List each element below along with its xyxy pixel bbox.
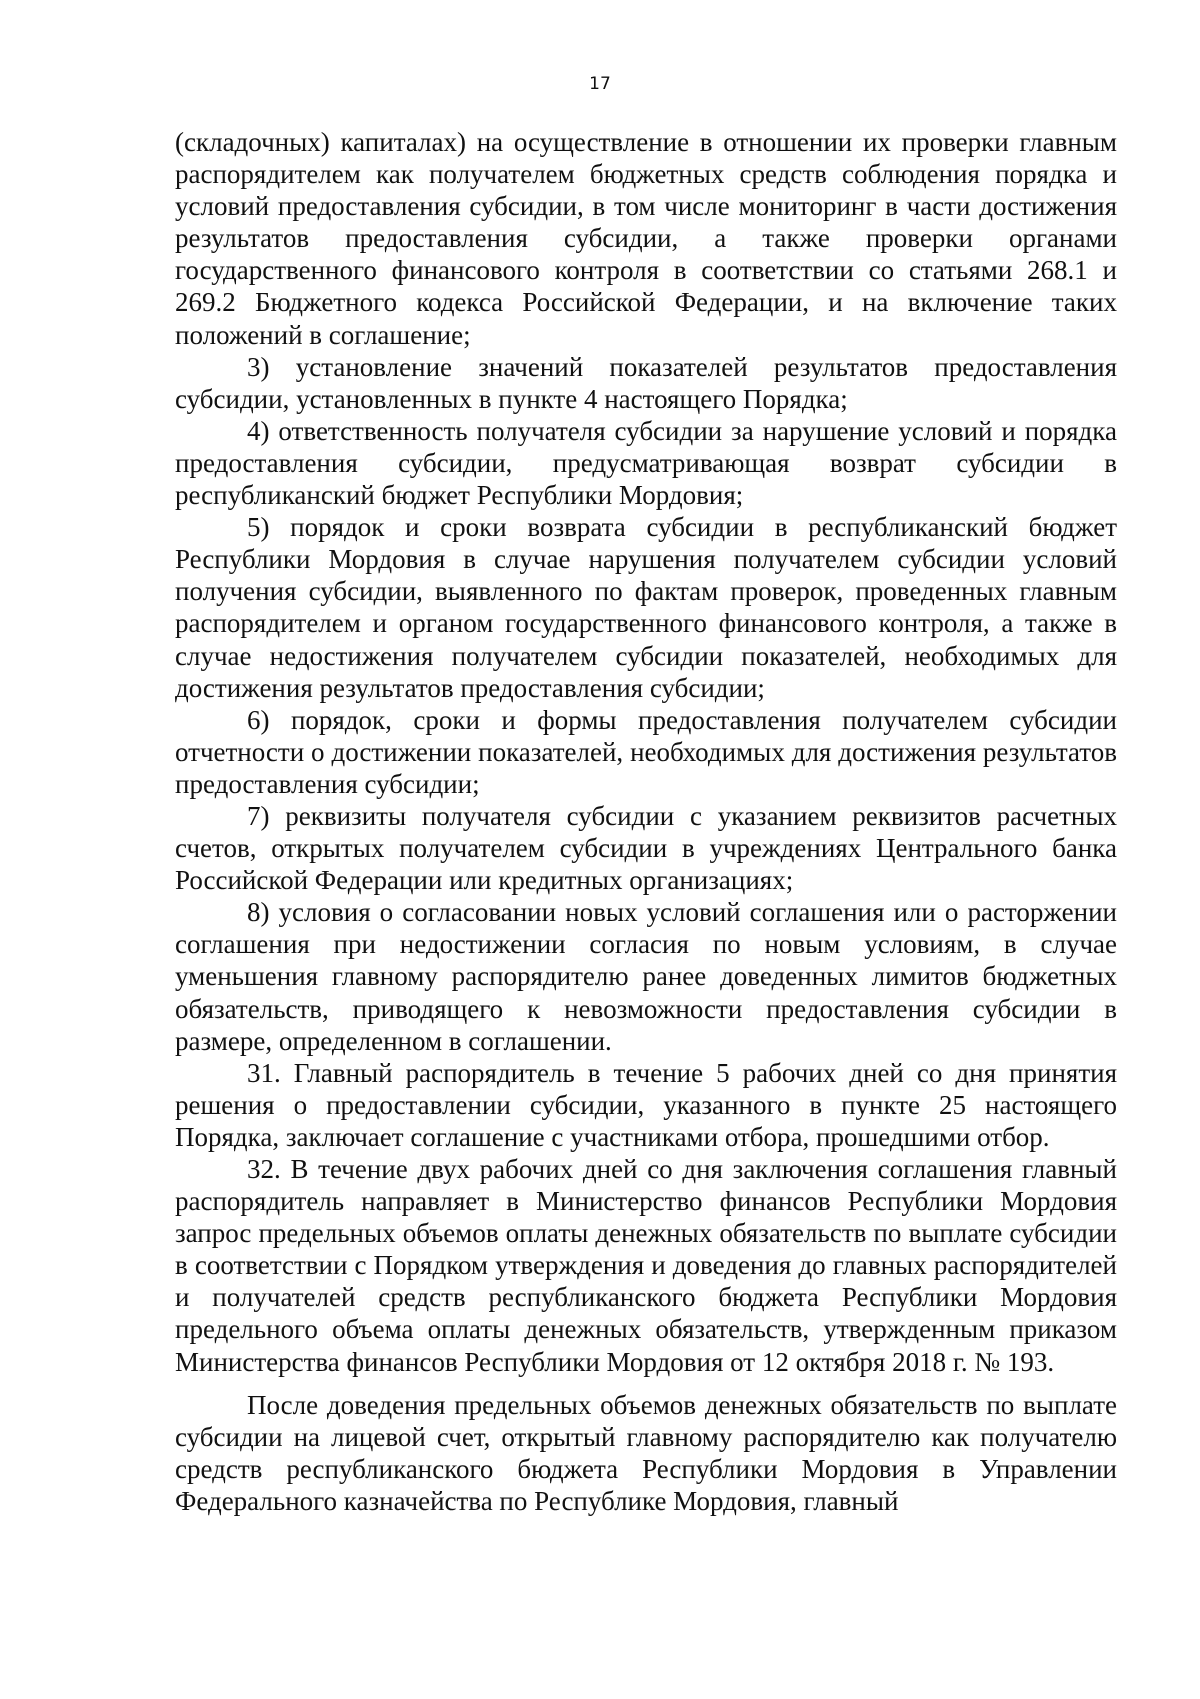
paragraph-continuation: (складочных) капиталах) на осуществление в отношении их проверки главным распорядителем как получателем бюджетных средств соблюдения порядка и условий предоставления субсидии, в том числе мониторинг в части достижения результатов предоставления субсидии, а также проверки органами государственного финансового контроля в соответствии со статьями 268.1 и 269.2 Бюджетного кодекса Российской Федерации, и на включение таких положений в соглашение;: [175, 127, 1117, 350]
paragraph-item-3: 3) установление значений показателей результатов предоставления субсидии, установленных в пункте 4 настоящего Порядка;: [175, 351, 1117, 414]
paragraph-item-5: 5) порядок и сроки возврата субсидии в республиканский бюджет Республики Мордовия в случае нарушения получателем субсидии условий получения субсидии, выявленного по фактам проверок, проведенных главным распорядителем и органом государственного финансового контроля, а также в случае недостижения получателем субсидии показателей, необходимых для достижения результатов предоставления субсидии;: [175, 512, 1117, 703]
paragraph-after-limits: После доведения предельных объемов денежных обязательств по выплате субсидии на лицевой счет, открытый главному распорядителю как получателю средств республиканского бюджета Республики Мордовия в Управлении Федерального казначейства по Республике Мордовия, главный: [175, 1389, 1117, 1516]
paragraph-clause-32: 32. В течение двух рабочих дней со дня заключения соглашения главный распорядитель направляет в Министерство финансов Республики Мордовия запрос предельных объемов оплаты денежных обязательств по выплате субсидии в соответствии с Порядком утверждения и доведения до главных распорядителей и получателей средств республиканского бюджета Республики Мордовия предельного объема оплаты денежных обязательств, утвержденным приказом Министерства финансов Республики Мордовия от 12 октября 2018 г. № 193.: [175, 1154, 1117, 1377]
paragraph-item-6: 6) порядок, сроки и формы предоставления получателем субсидии отчетности о достижении показателей, необходимых для достижения результатов предоставления субсидии;: [175, 704, 1117, 799]
page-number: 17: [589, 74, 611, 94]
paragraph-item-7: 7) реквизиты получателя субсидии с указанием реквизитов расчетных счетов, открытых получателем субсидии в учреждениях Центрального банка Российской Федерации или кредитных организациях;: [175, 800, 1117, 896]
paragraph-clause-31: 31. Главный распорядитель в течение 5 рабочих дней со дня принятия решения о предоставлении субсидии, указанного в пункте 25 настоящего Порядка, заключает соглашение с участниками отбора, прошедшими отбор.: [175, 1057, 1117, 1152]
document-body: [175, 126, 1117, 1517]
paragraph-item-8: 8) условия о согласовании новых условий соглашения или о расторжении соглашения при недостижении согласия по новым условиям, в случае уменьшения главному распорядителю ранее доведенных лимитов бюджетных обязательств, приводящего к невозможности предоставления субсидии в размере, определенном в соглашении.: [175, 897, 1117, 1056]
paragraph-item-4: 4) ответственность получателя субсидии за нарушение условий и порядка предоставления субсидии, предусматривающая возврат субсидии в республиканский бюджет Республики Мордовия;: [175, 415, 1117, 511]
